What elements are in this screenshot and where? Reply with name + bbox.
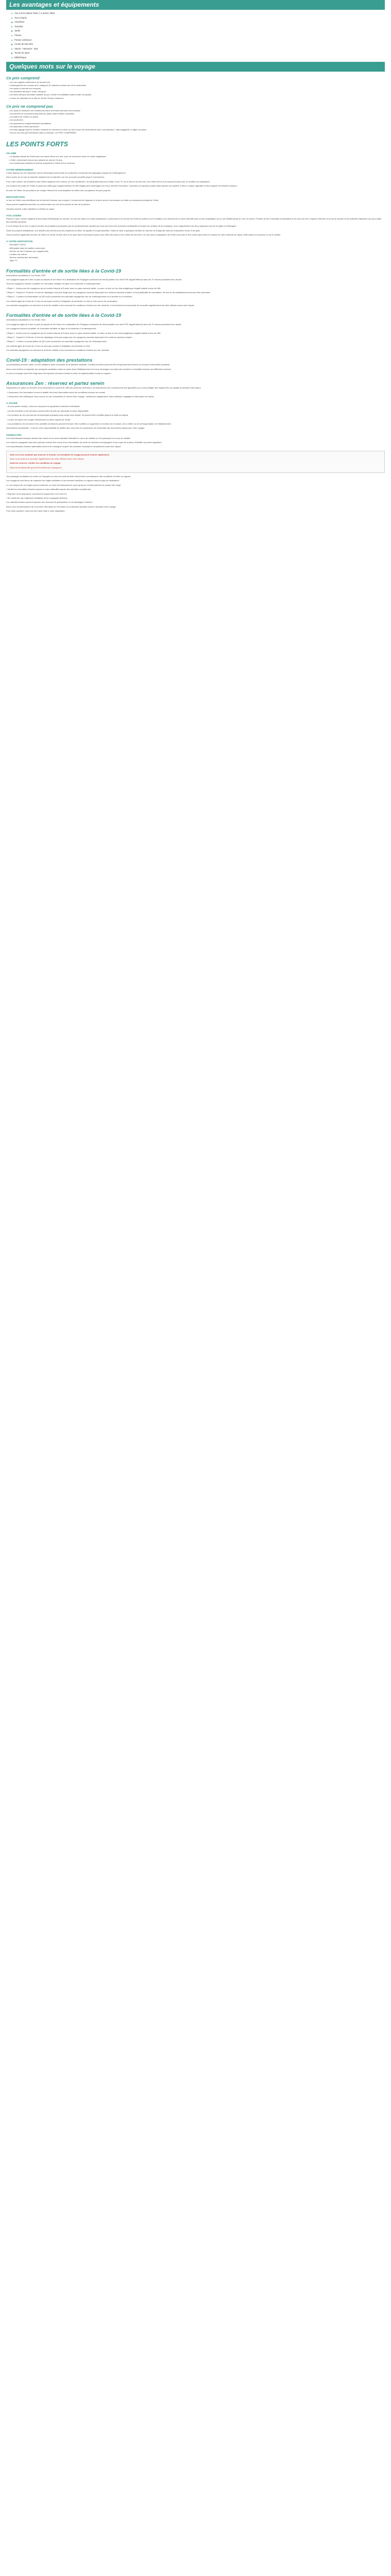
list (6, 81, 385, 100)
list-item: - Réception 24/24h (8, 243, 26, 246)
paragraph: Le bar de l'hôtel vous bénéficiera de la formule Ecloseur tout compris, il est permis de déguster et à diner servis à la terrasse du buffet au restaurant principal de l'hôtel. (6, 198, 159, 201)
list-item: - Location de voiture (8, 252, 27, 256)
advantage-item: Piscine extérieure (11, 38, 385, 43)
advantage-item: Chambres (11, 20, 385, 25)
paragraph: L'hôtel dispose de 119 chambres dont la décoration personnelle se confondre à la beauté des paysages uniques de l'hébergement. (6, 171, 126, 174)
list-item: - Les pourboires (8, 118, 23, 122)
advantage-item: Jardin (11, 29, 385, 33)
heading-formalites: FORMALITÉS (6, 433, 22, 436)
paragraph: - Les horaires de vol vous seront communiqués quelques jours avant votre départ, ils peuvent être modifiés jusqu'à la veille du départ. (6, 414, 129, 417)
advantage-item: Terrain de sport (11, 51, 385, 56)
list-item: - Les repas et boissons non mentionnés dans la formule (formule tout compris) (8, 109, 80, 112)
section-bar-advantages: Les avantages et équipements (6, 0, 385, 10)
paragraph: Au sein de l'hôtel, les procédures de chaque élément se sont adaptées au milieu des occupations les plus propres. (6, 189, 111, 192)
paragraph: Nous vous recommandons de vous tenir informé(e) de l'évolution de la situation sanitaire avant et pendant votre voyage. (6, 505, 117, 508)
list-item: - Les services et excursions proposés sur place (sauf mention contraire) (8, 112, 74, 115)
paragraph: Les enfants âgés de moins de 12 ans ne sont pas soumis à l'obligation de présenter un test ou une preuve de vaccination. (6, 299, 118, 302)
paragraph: - L'Assurance Zen Multirisque vous couvre en cas d'annulation et durant votre voyage : assistance rapatriement, frais médicaux, bagages et interruption de séjour. (6, 395, 155, 398)
list-item: - Salle TV (8, 259, 18, 262)
list-item: - Les taxes aéroport (montant variable au jour, révisé et modifiable avant la date du départ) (8, 93, 91, 96)
list-item: - La location de voiture ou option (8, 115, 39, 118)
heading-not-included: Ce prix ne comprend pas (6, 104, 53, 109)
advantage-item: Transfert (11, 25, 385, 29)
paragraph: Pour votre confort, les chambres sont toutes équipées d'un bureau, de l'air conditionné, du wifi gratuit dans tout l'hôtel, d'une TV, de la clim et du mini bar, d'un coffre-fort et d'un espace bureau pour le mobilier à la disposition. (6, 180, 210, 183)
heading-savoir: À SAVOIR (6, 402, 18, 405)
advantage-item: Bibliothèque (11, 56, 385, 60)
paragraph: Les enfants âgés de moins de 12 ans ne sont pas soumis à l'obligation de présenter un test. (6, 344, 91, 347)
paragraph: • Étape 3 : Contenu et présentation du QR code à présenter aux autorités espagnoles lors de l'embarquement et à l'arrivée sur le territoire. (6, 295, 133, 298)
paragraph: Il n'a le temps de la mer, le grand nombre de prestations proposées par les professionnels réputés qui vous font vivre des moments inoubliables et durant sur certains de la montagne, vous n'apprécierez les deux régionaux par de la région et d'Espagne. (6, 225, 237, 228)
alert-line: Suite à la crise sanitaire que traverse le monde, les formalités de voyage peuvent évoluer rapidement. (10, 453, 110, 456)
paragraph: Informations importantes : Il est de votre responsabilité de vérifier que vous êtes en possession de l'ensemble des documents requis pour votre voyage. (6, 427, 145, 430)
paragraph: • Étape 3 : Contenu et présentation du QR code à présenter aux autorités espagnoles lors de l'embarquement. (6, 340, 107, 343)
paragraph: - Les lits d'enfants ou les berceaux peuvent être fournis sur demande et selon disponibilité. (6, 409, 89, 412)
covid-intro-2: Informations actualisées le 1er février 2022. (6, 318, 46, 321)
list-item: - Les nombreuses activités et soirées proposées à l'hôtel et aux environs (8, 161, 75, 164)
paragraph: • Vérifier les formalités d'entrée propres à votre nationalité auprès des autorités compétentes. (6, 488, 92, 491)
paragraph: Vous trouverez également au sein de l'hôtel un centre de bien-être et de sport dont le personnel saura vous offrir des soins et du confort de bien-être. Un des soins à disposition de l'hôtel nous dira et d'un accès sport dans le respect de votre contexte de séjour cette saison à la piscine ou sur le sentier. (6, 233, 281, 236)
list-item: - La taxe de solidarité de la ville de Ventor 28 jours minimum (8, 96, 63, 99)
list-item: - La situation idéale de l'hôtel avec ses accès direct à la mer, pour se ressourcer dans un cadre magnifique (8, 155, 106, 158)
paragraph: - Les prestations, les services et les activités mentionnés peuvent évoluer, être modifiés ou supprimés en fonction de la saison, de la météo ou de la fréquentation de l'établissement. (6, 422, 172, 425)
list-item: - Service médical (sur demande) (8, 256, 38, 259)
paragraph: Tous les voyageurs doivent compléter un formulaire sanitaire en ligne et le présenter à l'embarquement. (6, 282, 101, 285)
paragraph: Le non-respect de ces règles pourra entraîner un refus d'embarquement, sans qu'aucun remboursement ne puisse être exigé. (6, 483, 121, 486)
paragraph: - L'Assurance Zen Annulation couvre la totalité des frais d'annulation selon les conditions prévues au contrat. (6, 391, 106, 394)
list-item: - Les frais bagage (sauf si mention contraire au moment du choix du vol) et pour les réservations avec vols spéciaux: 'frais bagagerie' à régler sur place (8, 128, 146, 131)
list-item: - Les vols réguliers aller/retour au Nouvel (Or) (8, 80, 51, 83)
paragraph: Le port du masque peut être exigé dans les espaces communs intérieurs selon la réglementation locale en vigueur. (6, 372, 111, 375)
paragraph: • Se conformer aux exigences sanitaires de la compagnie aérienne. (6, 497, 68, 500)
advantage-item: Piscine (11, 33, 385, 38)
list-item: - Les transferts aéroport / hôtel / aéroport (8, 90, 46, 93)
heading-on-aime: ON AIME (6, 152, 17, 155)
paragraph: Outre les propres installations, une activité plus sereine pour les amateurs de belle, du aquatic et la gourmandise, l'hôtel se situe à quelques minutes de marche de la légende dans les chaussées d'ocre et de grès. (6, 229, 201, 232)
paragraph: Les voyageurs doivent compléter un formulaire sanitaire en ligne et le présenter à l'embarquement. (6, 327, 97, 330)
paragraph: - La taxe de séjour est à régler directement sur place auprès de l'hôtel. (6, 418, 71, 421)
list (6, 155, 385, 165)
heading-hotel: VOTRE HÉBERGEMENT (6, 168, 34, 171)
paragraph: Les autorités espagnoles se réservent le droit de modifier à tout moment les conditions d'entrée sur leur territoire. Il est fortement recommandé de consulter régulièrement les sites officiels avant votre départ. (6, 304, 195, 307)
paragraph: Les prestations peuvent varier ou être adaptées selon l'évolution de la situation sanitaire. Certains services pourront être temporairement fermés ou soumis à réservation préalable. (6, 363, 170, 366)
paragraph: Pour toute question, notre service client reste à votre disposition. (6, 510, 66, 513)
paragraph: Les ressortissants d'autres nationalités doivent se renseigner auprès des autorités consulaires compétentes avant leur départ. (6, 445, 122, 448)
alert-link: https://www.diplomatie.gouv.fr/fr/conseils-aux-voyageurs/ (10, 466, 62, 469)
list (6, 109, 385, 135)
paragraph: Disponibles en option au moment de la réservation et à partir de 18€ par personne seulement, les assurances Zen comprennent des garanties pour vous protéger des risques liés au voyage et pendant votre séjour. (6, 386, 202, 389)
paragraph: Tout passager souhaitant se rendre en Espagne au cours de cette période doit prendre connaissance des conditions d'entrée en vigueur. (6, 475, 132, 478)
paragraph: • Étape 2 : Depuis le 15 février, le test de dépistage n'est plus exigé pour les voyageurs vaccinés disposant d'un schéma vaccinal complet, et les justificatifs de vaccination, de test ou de rétablissement devront être présentés. (6, 291, 211, 294)
list-item: - Tout ce qui n'est pas mentionné dans la rubrique "CE PRIX COMPREND" (8, 131, 77, 134)
advantage-item: Tout compris (11, 16, 385, 21)
list-item: - L'hôtel, récemment rénové aux saisons de plus de 18 ans (8, 158, 62, 161)
heading-included: Ce prix comprend (6, 75, 40, 80)
paragraph: • Étape 1 : Accès pour les voyageurs qui se rendent depuis la France avec un pass vaccinal valide, ou avec un test ou d'un test antigénique négatif valable moins de 48h. (6, 286, 161, 290)
paragraph: Les ressortissants français doivent être munis d'une carte nationale d'identité en cours de validité ou d'un passeport en cours de validité. (6, 436, 131, 439)
list (6, 243, 385, 262)
advantage-item: Sauna - Hammam - Spa (11, 47, 385, 52)
paragraph: • Disposer d'une assurance couvrant les risques liés à la Covid-19. (6, 492, 68, 495)
paragraph: - Si vous partez seul(e), votre prix comprend le supplément chambre individuelle. (6, 405, 80, 408)
alert-line: Avant de réserver, vérifiez les conditions de voyage. (10, 462, 61, 465)
trip-content (6, 76, 385, 513)
alert-line: Nous vous invitons à consulter régulièrement les sites officiels avant votre départ. (10, 457, 85, 460)
list-item: - Wifi gratuit dans les parties communes (8, 246, 45, 249)
paragraph: Nous pourrez également prendre un petit bonheur au coin de la piscine au bar de la piscine. (6, 203, 90, 206)
covid-intro: Informations actualisées le 1er février 2022. (6, 274, 46, 277)
list-item: - Les dépenses d'ordre personnel (8, 125, 39, 128)
paragraph: • Étape 2 : Depuis le 15 février, le test de dépistage n'est plus exigé pour les voyageurs vaccinés disposant d'un schéma vaccinal complet. (6, 336, 133, 339)
list-item: - Les assurances complémentaires facultatives (8, 122, 52, 125)
paragraph: Les chaînes de toutes de l'hôtel et aussi des salles gym supplémentaire ont été élégamment aménagés lors d'une récente rénovation. Chambres et espaces publics étant pensés de manière à offrir un séjour agréable et des espaces de détente lumineux. (6, 184, 238, 188)
heading-loisirs: VOS LOISIRS (6, 214, 22, 217)
paragraph: Nous avons sur le coin la chambre standard est la chambre vue mer pouvant accueillir jusqu'à 3 personnes. (6, 176, 105, 179)
heading-covid: Formalités d'entrée et de sortie liées à la Covid-19 (6, 267, 121, 274)
heading-covid-2: Formalités d'entrée et de sortie liées à la Covid-19 (6, 312, 121, 318)
heading-restauration: RESTAURATION (6, 195, 25, 198)
heading-adaptation: Covid-19 : adaptation des prestations (6, 357, 93, 363)
advantage-item: Vue à 8 km depuis Paris (+ 6 autres villes) (11, 11, 385, 16)
heading-points-forts: LES POINTS FORTS (6, 141, 68, 148)
alert-box (6, 451, 385, 473)
heading-disposition: À VOTRE DISPOSITION (6, 240, 33, 243)
paragraph: • Étape 1 : Accès pour les voyageurs qui se rendent depuis la France avec un pass vaccinal valide, ou avec un test ou d'un test antigénique négatif valable moins de 48h. (6, 331, 161, 334)
paragraph: Les mineurs voyageant sans leurs parents doivent être munis d'une autorisation de sortie du territoire accompagnée d'une copie de la pièce d'identité du parent signataire. (6, 440, 162, 444)
paragraph: Les voyageurs sont tenus de respecter les règles sanitaires et les mesures barrières en vigueur dans le pays de destination. (6, 479, 120, 482)
paragraph: Nous vous invitons à respecter les consignes sanitaires mises en place dans l'établissement et à vous renseigner sur place des horaires et modalités d'accès aux différents services. (6, 367, 172, 370)
paragraph: Les autorités espagnoles se réservent le droit de modifier à tout moment les conditions d'entrée sur leur territoire. (6, 349, 110, 352)
advantages-list (6, 11, 385, 60)
list-item: - Les repas (x formule tout compris) (8, 87, 41, 90)
paragraph: Horaires donnés à titre indicatif et à vérifier sur place. (6, 207, 55, 210)
list-item: - L'hébergement sur la base de la catégorie de chambre choisie lors de la réservation (8, 83, 87, 87)
heading-insurance: Assurances Zen : réservez et partez serein (6, 380, 105, 386)
paragraph: Les autorités locales peuvent imposer des mesures de quarantaine ou de dépistage à l'arrivée. (6, 501, 93, 504)
paragraph: Les voyageurs âgés de 6 ans ou plus au départ de la France et à destination de l'Espagne continuent de devoir justifier d'un test PCR négatif effectué dans les 72 heures précédant leur arrivée. (6, 278, 183, 281)
paragraph: Les voyageurs âgés de 6 ans ou plus au départ de la France et à destination de l'Espagne continuent de devoir justifier d'un test PCR négatif effectué dans les 72 heures précédant leur départ. (6, 323, 182, 326)
page (0, 0, 391, 513)
list-item: - Service de bar et boisson (en supplément) (8, 249, 48, 252)
section-bar-trip: Quelques mots sur le voyage (6, 62, 385, 72)
paragraph: Piscine & Spa: Cuisine élégante d'excursions thématiques du monde. Un coin de nature en mode prestations Le personnel et le service de l'hôtel se prêtent à une invitation à la découverte en toute sérénité dans un lieu magnifique sur la mer Méditerranée et 9 km du centre. Profitez de lits et transats confortables et de vues sur mer, l'espace extérieur et le bar de piscine et les matinées disposent aux plus actifs des activités sportives. (6, 217, 381, 223)
advantage-item: Centre de bien-être (11, 42, 385, 47)
